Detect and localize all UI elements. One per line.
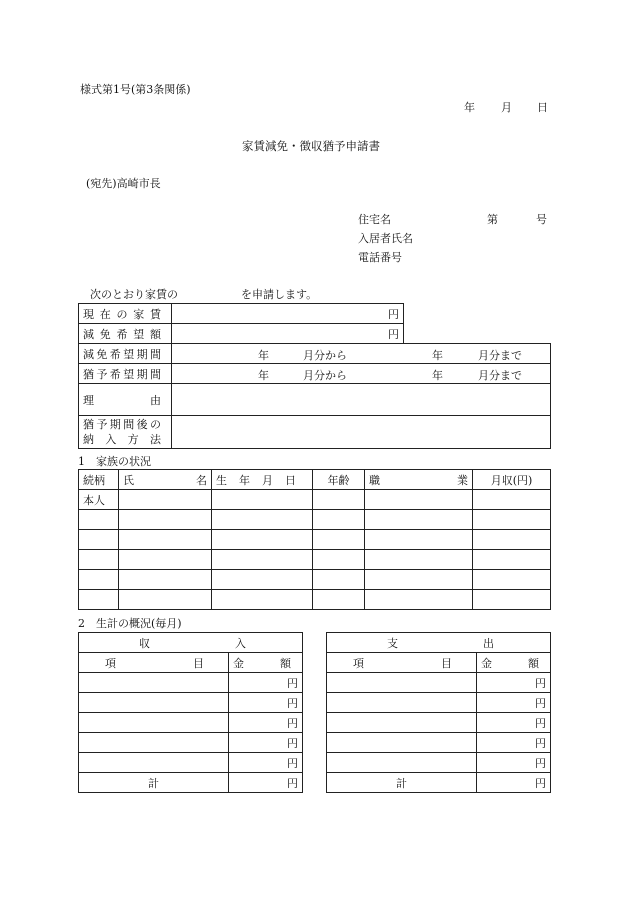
expense-item-cell[interactable] <box>327 753 477 773</box>
expense-amount-cell[interactable]: 円 <box>477 733 551 753</box>
rent-table <box>78 303 404 344</box>
income-item-cell[interactable] <box>79 693 229 713</box>
table-row <box>327 713 551 733</box>
expense-amount-cell[interactable]: 円 <box>477 693 551 713</box>
income-cell[interactable] <box>473 590 551 610</box>
expense-amount-cell[interactable]: 円 <box>477 673 551 693</box>
housing-go-label: 号 <box>536 213 547 226</box>
relation-cell[interactable] <box>79 530 119 550</box>
birthdate-cell[interactable] <box>212 570 313 590</box>
expense-total-cell[interactable]: 円 <box>477 773 551 793</box>
income-table <box>78 632 303 793</box>
name-cell[interactable] <box>119 590 212 610</box>
relation-cell[interactable] <box>79 570 119 590</box>
birthdate-cell[interactable] <box>212 510 313 530</box>
expense-amount-cell[interactable]: 円 <box>477 753 551 773</box>
income-title: 収 入 <box>79 633 303 653</box>
date-month-label: 月 <box>501 101 512 114</box>
header-age: 年齢 <box>313 470 365 490</box>
table-row <box>327 673 551 693</box>
income-cell[interactable] <box>473 570 551 590</box>
relation-cell[interactable] <box>79 590 119 610</box>
birthdate-cell[interactable] <box>212 490 313 510</box>
occupation-cell[interactable] <box>365 530 473 550</box>
header-occupation: 職 業 <box>365 470 473 490</box>
reduction-amount-value[interactable]: 円 <box>172 324 404 344</box>
reason-label: 理由 <box>79 384 172 416</box>
name-cell[interactable] <box>119 510 212 530</box>
reduction-period-value[interactable]: 年 月分から 年 月分まで <box>172 344 551 364</box>
expense-amount-header: 金額 <box>477 653 551 673</box>
income-cell[interactable] <box>473 490 551 510</box>
age-cell[interactable] <box>313 490 365 510</box>
family-heading: 1 家族の状況 <box>78 455 151 468</box>
header-relation: 続柄 <box>79 470 119 490</box>
table-row <box>79 510 551 530</box>
expense-amount-cell[interactable]: 円 <box>477 713 551 733</box>
occupation-cell[interactable] <box>365 570 473 590</box>
income-cell[interactable] <box>473 530 551 550</box>
age-cell[interactable] <box>313 530 365 550</box>
occupation-cell[interactable] <box>365 550 473 570</box>
birthdate-cell[interactable] <box>212 550 313 570</box>
deferral-period-value[interactable]: 年 月分から 年 月分まで <box>172 364 551 384</box>
header-name: 氏 名 <box>119 470 212 490</box>
header-income: 月収(円) <box>473 470 551 490</box>
birthdate-cell[interactable] <box>212 590 313 610</box>
income-item-cell[interactable] <box>79 673 229 693</box>
occupation-cell[interactable] <box>365 490 473 510</box>
birthdate-cell[interactable] <box>212 530 313 550</box>
date-day-label: 日 <box>537 101 548 114</box>
income-amount-header: 金額 <box>229 653 303 673</box>
family-table <box>78 469 551 610</box>
budget-heading: 2 生計の概況(毎月) <box>78 617 182 630</box>
reduction-amount-label: 減免希望額 <box>79 324 172 344</box>
income-amount-cell[interactable]: 円 <box>229 673 303 693</box>
income-cell[interactable] <box>473 510 551 530</box>
table-row <box>79 693 303 713</box>
table-row <box>79 713 303 733</box>
request-suffix: を申請します。 <box>241 288 318 301</box>
resident-name-label: 入居者氏名 <box>358 232 413 245</box>
period-table <box>78 343 551 449</box>
table-row <box>79 753 303 773</box>
age-cell[interactable] <box>313 550 365 570</box>
expense-title: 支 出 <box>327 633 551 653</box>
table-row <box>327 733 551 753</box>
income-amount-cell[interactable]: 円 <box>229 753 303 773</box>
expense-total-label: 計 <box>327 773 477 793</box>
deferral-period-label: 猶予希望期間 <box>79 364 172 384</box>
income-total-cell[interactable]: 円 <box>229 773 303 793</box>
name-cell[interactable] <box>119 490 212 510</box>
relation-cell[interactable] <box>79 550 119 570</box>
name-cell[interactable] <box>119 550 212 570</box>
expense-table <box>326 632 551 793</box>
table-row <box>79 550 551 570</box>
relation-cell[interactable] <box>79 510 119 530</box>
housing-name-label: 住宅名 <box>358 213 391 226</box>
reason-value[interactable] <box>172 384 551 416</box>
request-prefix: 次のとおり家賃の <box>90 288 178 301</box>
name-cell[interactable] <box>119 530 212 550</box>
expense-item-header: 項 目 <box>327 653 477 673</box>
current-rent-value[interactable]: 円 <box>172 304 404 324</box>
table-row <box>79 530 551 550</box>
addressee: (宛先)高崎市長 <box>86 177 161 190</box>
table-row <box>327 693 551 713</box>
reduction-period-label: 減免希望期間 <box>79 344 172 364</box>
age-cell[interactable] <box>313 590 365 610</box>
date-year-label: 年 <box>464 101 475 114</box>
page-title: 家賃減免・徴収猶予申請書 <box>242 139 380 153</box>
income-amount-cell[interactable]: 円 <box>229 733 303 753</box>
expense-item-cell[interactable] <box>327 673 477 693</box>
expense-total-row <box>327 773 551 793</box>
income-item-cell[interactable] <box>79 733 229 753</box>
income-amount-cell[interactable]: 円 <box>229 693 303 713</box>
expense-item-cell[interactable] <box>327 733 477 753</box>
income-item-header: 項 目 <box>79 653 229 673</box>
header-birthdate: 生年月日 <box>212 470 313 490</box>
payment-method-value[interactable] <box>172 416 551 449</box>
occupation-cell[interactable] <box>365 590 473 610</box>
name-cell[interactable] <box>119 570 212 590</box>
occupation-cell[interactable] <box>365 510 473 530</box>
current-rent-label: 現在の家賃 <box>79 304 172 324</box>
relation-cell: 本人 <box>79 490 119 510</box>
age-cell[interactable] <box>313 510 365 530</box>
table-row <box>79 673 303 693</box>
income-item-cell[interactable] <box>79 753 229 773</box>
age-cell[interactable] <box>313 570 365 590</box>
expense-item-cell[interactable] <box>327 693 477 713</box>
table-row <box>79 490 551 510</box>
table-row <box>79 570 551 590</box>
family-header-row <box>79 470 551 490</box>
income-total-row <box>79 773 303 793</box>
housing-dai-label: 第 <box>487 213 498 226</box>
income-total-label: 計 <box>79 773 229 793</box>
form-number: 様式第1号(第3条関係) <box>80 83 191 96</box>
payment-method-label: 猶予期間後の 納入方法 <box>79 416 172 449</box>
expense-item-cell[interactable] <box>327 713 477 733</box>
income-cell[interactable] <box>473 550 551 570</box>
phone-label: 電話番号 <box>358 251 402 264</box>
income-item-cell[interactable] <box>79 713 229 733</box>
table-row <box>79 733 303 753</box>
table-row <box>79 590 551 610</box>
table-row <box>327 753 551 773</box>
income-amount-cell[interactable]: 円 <box>229 713 303 733</box>
